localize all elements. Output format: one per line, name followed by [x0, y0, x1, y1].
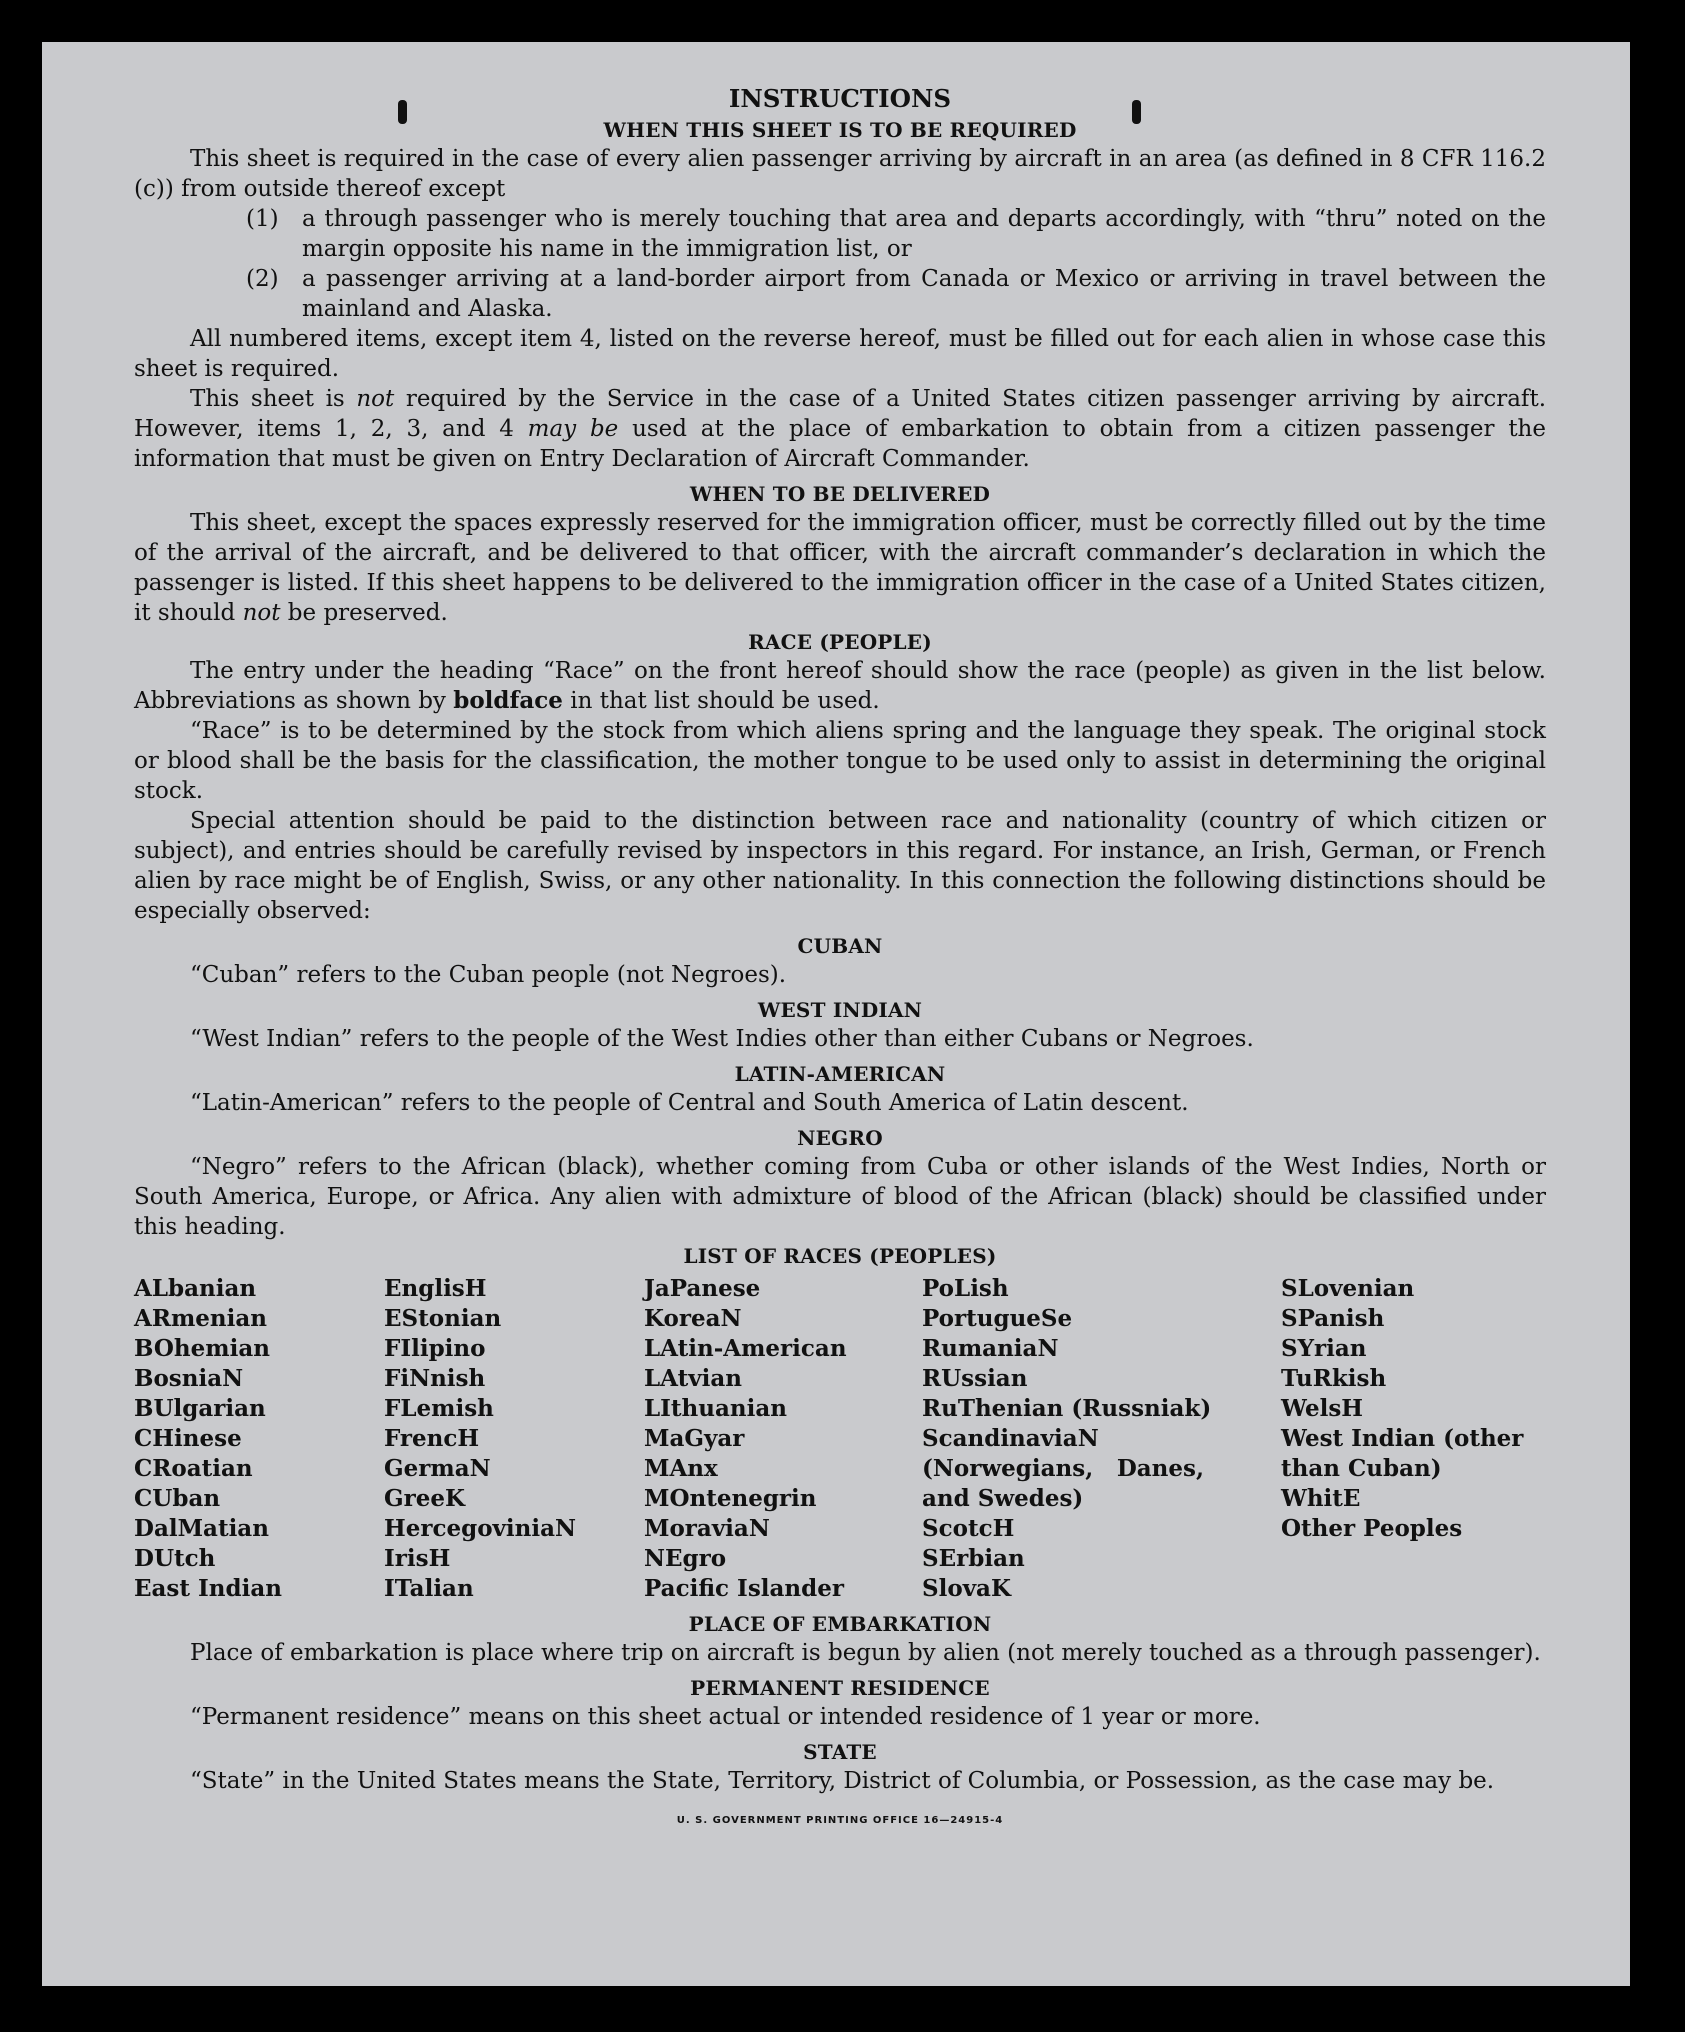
- text-run: This sheet is: [190, 386, 357, 412]
- section-heading-latin-american: LATIN-AMERICAN: [734, 1062, 946, 1086]
- instructions-text: [134, 84, 1546, 1836]
- race-entry: DUtch: [134, 1545, 216, 1572]
- race-entry: EnglisH: [384, 1275, 487, 1302]
- race-entry: Pacific Islander: [644, 1575, 844, 1602]
- race-entry: West Indian (other than Cuban): [1281, 1425, 1524, 1482]
- race-entry: MAnx: [644, 1455, 718, 1482]
- race-entry: SYrian: [1281, 1335, 1367, 1362]
- race-column-1: [134, 1274, 282, 1604]
- text-run: required by the Service in the case of a United States citizen passenger arriving by aircraft. However, items 1, 2, 3, and 4: [134, 386, 1547, 442]
- definition: “Latin-American” refers to the people of Central and South America of Latin descent.: [190, 1090, 1189, 1116]
- form-sheet: [42, 42, 1630, 1986]
- race-entry: LIthuanian: [644, 1395, 787, 1422]
- text-run: be preserved.: [280, 600, 448, 626]
- paragraph: All numbered items, except item 4, listed on the reverse hereof, must be filled out for each alien in whose case this sheet is required.: [134, 326, 1546, 382]
- page-title: INSTRUCTIONS: [728, 84, 952, 113]
- race-column-4: [922, 1274, 1212, 1604]
- text-run: in that list should be used.: [562, 688, 880, 714]
- section-heading-race: RACE (PEOPLE): [748, 630, 932, 654]
- race-entry: LAtin-American: [644, 1335, 847, 1362]
- race-entry: MaGyar: [644, 1425, 745, 1452]
- race-entry: HercegoviniaN: [384, 1515, 577, 1542]
- race-entry: SLovenian: [1281, 1275, 1415, 1302]
- definition: “West Indian” refers to the people of the West Indies other than either Cubans or Negroes.: [190, 1026, 1254, 1052]
- race-entry: ScandinaviaN (Norwegians, Danes, and Swedes): [922, 1425, 1204, 1512]
- race-entry: WhitE: [1281, 1485, 1361, 1512]
- item-number: (2): [246, 266, 279, 292]
- section-heading-embarkation: PLACE OF EMBARKATION: [688, 1612, 992, 1636]
- section-heading-negro: NEGRO: [797, 1126, 883, 1150]
- printer-imprint: U. S. GOVERNMENT PRINTING OFFICE 16—24915-4: [676, 1815, 1004, 1826]
- race-entry: CRoatian: [134, 1455, 253, 1482]
- race-entry: PoLish: [922, 1275, 1009, 1302]
- race-entry: RumaniaN: [922, 1335, 1059, 1362]
- italic-text: not: [356, 386, 395, 412]
- race-entry: TuRkish: [1281, 1365, 1387, 1392]
- list-item: [134, 204, 1546, 264]
- race-entry: JaPanese: [644, 1275, 761, 1302]
- race-entry: LAtvian: [644, 1365, 742, 1392]
- race-column-3: [644, 1274, 847, 1604]
- paragraph: [134, 384, 1546, 474]
- italic-text: may be: [527, 416, 619, 442]
- definition: “Negro” refers to the African (black), whether coming from Cuba or other islands of the West Indies, North or South America, Europe, or Africa. Any alien with admixture of blood of the African (black) should be classified under this heading.: [134, 1154, 1546, 1240]
- race-entry: CHinese: [134, 1425, 242, 1452]
- section-heading-cuban: CUBAN: [797, 934, 883, 958]
- race-entry: CUban: [134, 1485, 221, 1512]
- race-column-5: [1281, 1274, 1546, 1544]
- race-entry: MOntenegrin: [644, 1485, 817, 1512]
- item-text: a through passenger who is merely touching that area and departs accordingly, with “thru” noted on the margin opposite his name in the immigration list, or: [302, 206, 1546, 262]
- definition: “Permanent residence” means on this sheet actual or intended residence of 1 year or more.: [190, 1704, 1261, 1730]
- race-entry: SlovaK: [922, 1575, 1011, 1602]
- paragraph: Special attention should be paid to the distinction between race and nationality (country of which citizen or subject), and entries should be carefully revised by inspectors in this regard. For instance, an Irish, German, or French alien by race might be of English, Swiss, or any other nationality. In this connection the following distinctions should be especially observed:: [134, 808, 1546, 924]
- race-entry: NEgro: [644, 1545, 727, 1572]
- paragraph: “Race” is to be determined by the stock from which aliens spring and the language they speak. The original stock or blood shall be the basis for the classification, the mother tongue to be used only to assist in determining the original stock.: [134, 718, 1546, 804]
- list-item: [134, 264, 1546, 324]
- race-list: [134, 1274, 1546, 1604]
- race-entry: SErbian: [922, 1545, 1025, 1572]
- definition: “Cuban” refers to the Cuban people (not Negroes).: [190, 962, 787, 988]
- race-entry: RuThenian (Russniak): [922, 1395, 1212, 1422]
- race-entry: BOhemian: [134, 1335, 270, 1362]
- definition: “State” in the United States means the State, Territory, District of Columbia, or Possession, as the case may be.: [190, 1768, 1495, 1794]
- section-heading-required: WHEN THIS SHEET IS TO BE REQUIRED: [603, 118, 1077, 142]
- race-entry: FrencH: [384, 1425, 480, 1452]
- definition: Place of embarkation is place where trip on aircraft is begun by alien (not merely touched as a through passenger).: [190, 1640, 1541, 1666]
- race-entry: ITalian: [384, 1575, 474, 1602]
- section-heading-state: STATE: [803, 1740, 877, 1764]
- race-entry: East Indian: [134, 1575, 282, 1602]
- italic-text: not: [242, 600, 281, 626]
- race-entry: PortugueSe: [922, 1305, 1073, 1332]
- race-entry: MoraviaN: [644, 1515, 770, 1542]
- race-entry: DalMatian: [134, 1515, 269, 1542]
- section-heading-delivered: WHEN TO BE DELIVERED: [689, 482, 991, 506]
- item-number: (1): [246, 206, 279, 232]
- race-entry: SPanish: [1281, 1305, 1385, 1332]
- text-run: used at the place of embarkation to obtain from a citizen passenger the information that must be given on Entry Declaration of Aircraft Commander.: [134, 416, 1546, 472]
- section-heading-residence: PERMANENT RESIDENCE: [690, 1676, 990, 1700]
- bold-text: boldface: [453, 687, 563, 714]
- section-heading-west-indian: WEST INDIAN: [757, 998, 923, 1022]
- race-entry: GermaN: [384, 1455, 491, 1482]
- paragraph: This sheet is required in the case of every alien passenger arriving by aircraft in an area (as defined in 8 CFR 116.2 (c)) from outside thereof except: [134, 146, 1546, 202]
- paragraph: [134, 508, 1546, 628]
- race-column-2: [384, 1274, 576, 1604]
- race-entry: EStonian: [384, 1305, 502, 1332]
- race-entry: FiNnish: [384, 1365, 486, 1392]
- text-run: This sheet, except the spaces expressly reserved for the immigration officer, must be correctly filled out by the time of the arrival of the aircraft, and be delivered to that officer, with the aircraft commander’s declaration in which the passenger is listed. If this sheet happens to be delivered to the immigration officer in the case of a United States citizen, it should: [134, 510, 1546, 626]
- race-entry: WelsH: [1281, 1395, 1364, 1422]
- race-entry: IrisH: [384, 1545, 451, 1572]
- paragraph: [134, 656, 1546, 716]
- text-run: The entry under the heading “Race” on the front hereof should show the race (people) as given in the list below. Abbreviations as shown by: [134, 658, 1546, 714]
- race-entry: KoreaN: [644, 1305, 742, 1332]
- race-entry: ScotcH: [922, 1515, 1015, 1542]
- race-entry: ALbanian: [134, 1275, 257, 1302]
- race-entry: RUssian: [922, 1365, 1028, 1392]
- item-text: a passenger arriving at a land-border airport from Canada or Mexico or arriving in travel between the mainland and Alaska.: [302, 266, 1546, 322]
- race-entry: BUlgarian: [134, 1395, 266, 1422]
- section-heading-list-of-races: LIST OF RACES (PEOPLES): [683, 1244, 997, 1268]
- race-entry: GreeK: [384, 1485, 466, 1512]
- race-entry: BosniaN: [134, 1365, 244, 1392]
- race-entry: ARmenian: [134, 1305, 268, 1332]
- race-entry: Other Peoples: [1281, 1515, 1463, 1542]
- race-entry: FLemish: [384, 1395, 494, 1422]
- race-entry: FIlipino: [384, 1335, 486, 1362]
